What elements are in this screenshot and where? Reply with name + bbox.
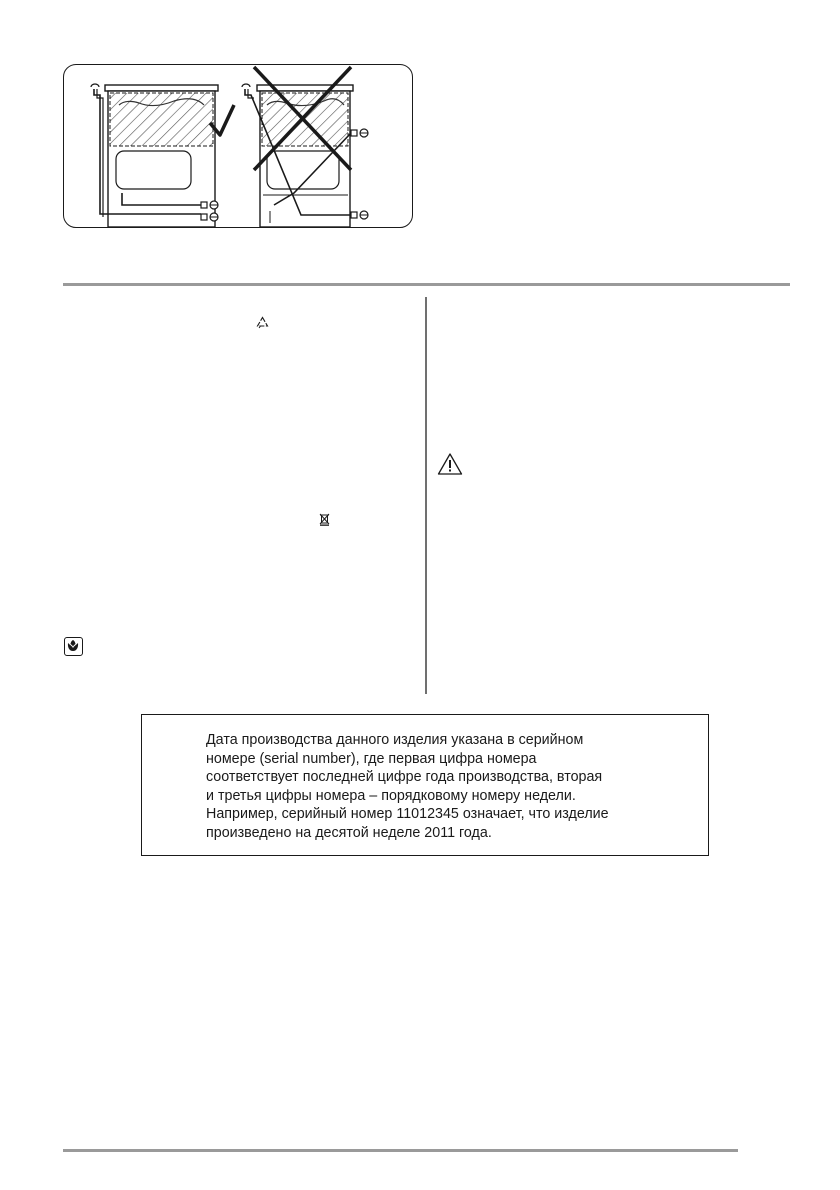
footer-rule — [63, 1149, 738, 1152]
section-rule-top — [63, 283, 790, 286]
crossed-bin-icon — [319, 513, 330, 526]
note-line: и третья цифры номера – порядковому номеру недели. — [206, 787, 576, 804]
eco-flower-icon — [64, 637, 83, 656]
note-line: Например, серийный номер 11012345 означает, что изделие — [206, 806, 609, 823]
note-line: соответствует последней цифре года производства, вторая — [206, 769, 603, 786]
recycle-icon — [255, 316, 270, 330]
column-divider — [425, 297, 427, 694]
warning-icon — [437, 452, 463, 476]
production-date-note — [141, 714, 709, 856]
note-line: Дата производства данного изделия указана в серийном — [206, 732, 584, 748]
note-line: произведено на десятой неделе 2011 года. — [206, 824, 492, 841]
note-line: номере (serial number), где первая цифра номера — [206, 750, 537, 767]
production-date-text — [206, 731, 696, 843]
cooker-wrong — [242, 84, 368, 227]
cooker-correct — [91, 84, 218, 227]
installation-figure — [63, 64, 413, 228]
cooker-installation-diagram — [64, 65, 414, 229]
